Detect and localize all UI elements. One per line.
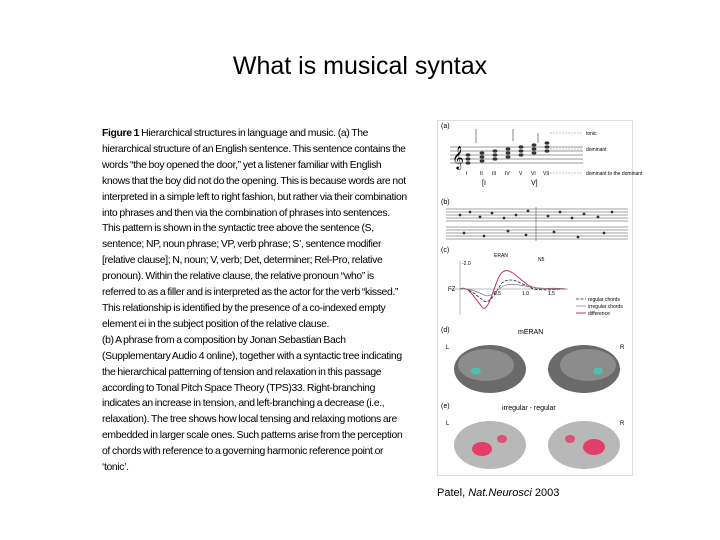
brain-e-right-activation [583,439,605,455]
treble-clef-icon: 𝄞 [452,145,464,169]
figure-caption [102,126,408,476]
legend-regular: regular chords [588,297,620,303]
panel-a-staff [438,121,643,197]
caption-part-b [102,333,408,476]
caption-figure-label: Figure 1 [102,128,140,139]
panel-d [438,325,632,401]
caption-text-b: (b) A phrase from a composition by Jonan Sebastian Bach (Supplementary Audio 4 online), together with a syntactic tree indicating the hierarchical patterning of tension and relaxation in this passage according to Tonal Pitch Space Theory (TPS)33. Right-branching indicates an increase in tension, and left-branching a decrease (i.e., relaxation). The tree shows how local tensing and relaxing motions are embedded in larger scale ones. Such patterns arise from the perception of chords with reference to a governing harmonic reference point or ‘tonic’. [102,334,403,474]
citation-author: Patel, [437,487,466,499]
citation-journal: Nat.Neurosci [468,487,532,499]
panel-e [438,401,632,475]
tick-label-1: -2.0 [462,261,471,267]
numeral-2: II [480,171,483,177]
meran-title: mERAN [518,329,544,336]
panel-d-label: (d) [441,327,450,334]
brain-e-left-activation [472,442,492,456]
panel-d-brains [438,325,632,401]
panel-b-score [438,197,632,245]
figure-image [437,120,643,476]
tick-label-3: 1.0 [522,291,529,297]
citation [437,487,559,499]
brain-d-right-activation [593,368,603,375]
panel-c-erp [438,245,632,325]
numeral-5: V [519,171,523,177]
panel-e-brains [438,401,632,475]
bracket-left: [I [482,180,486,187]
panel-c-label: (c) [441,247,450,254]
panel-c [438,245,632,325]
citation-year: 2003 [534,487,560,499]
brain-d-right-label: R [620,345,625,351]
panel-b [438,197,632,245]
numeral-6: VI [531,171,536,177]
legend-irregular: irregular chords [588,304,623,310]
eran-label: ERAN [494,253,508,259]
panel-b-label: (b) [441,199,450,206]
slide-title: What is musical syntax [232,52,488,80]
numeral-3: III [492,171,497,177]
brain-e-left-label: L [446,421,450,427]
caption-text-a: Hierarchical structures in language and music. (a) The hierarchical structure of an English sentence. This sentence contains the words “the boy opened the door,” yet a listener familiar with English knows that the boy did not do the opening. This is because words are not interpreted in a simple left to right fashion, but rather via their combination into phrases and then via the combination of phrases into sentences. This pattern is shown in the syntactic tree above the sentence (S, sentence; NP, noun phrase; VP, verb phrase; S’, sentence modifier [relative clause]; N, noun; V, verb; Det, determiner; Rel-Pro, relative pronoun). Within the relative clause, the relative pronoun “who” is referred to as a filler and is interpreted as the actor for the verb “kissed.” This relationship is identified by the presence of a co-indexed empty element ei in the subject position of the relative clause. [102,128,407,330]
label-dominant: dominant [586,147,607,153]
brain-d-left-activation [471,368,481,375]
label-dominant-to-dominant: dominant to the dominant [586,171,643,177]
brain-d-left-label: L [446,345,450,351]
panel-a-label: (a) [441,123,450,130]
fz-label: FZ [448,287,456,293]
irregular-regular-title: irregular - regular [502,405,556,412]
tick-label-4: 1.5 [548,291,555,297]
numeral-1: I [466,171,468,177]
numeral-7: VII [543,171,550,177]
n5-label: N5 [538,257,545,263]
caption-part-a [102,126,408,333]
legend-difference: difference [588,311,610,317]
panel-a [438,121,643,197]
label-tonic: tonic [586,131,597,137]
bracket-right: V] [531,180,538,187]
brain-e-right-label: R [620,421,625,427]
numeral-4: IV [505,171,510,177]
panel-e-label: (e) [441,403,450,410]
tick-label-2: 0.5 [494,291,501,297]
